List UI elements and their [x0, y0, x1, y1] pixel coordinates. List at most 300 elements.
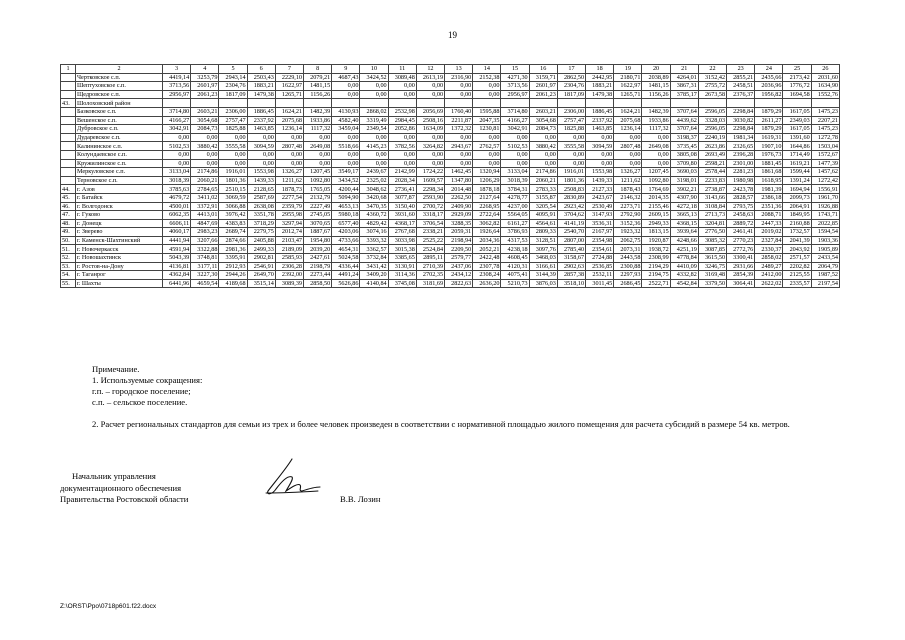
table-cell: 2983,23: [191, 228, 219, 237]
table-cell: 4679,72: [163, 193, 191, 202]
table-cell: 4542,84: [670, 279, 698, 288]
table-cell: 2649,70: [247, 271, 275, 280]
table-cell: 6606,11: [163, 219, 191, 228]
table-cell: 2316,90: [445, 73, 473, 82]
table-cell: 4140,84: [360, 279, 388, 288]
table-cell: 2609,15: [642, 211, 670, 220]
table-cell: 3420,68: [360, 193, 388, 202]
table-cell: 4491,24: [332, 271, 360, 280]
table-cell: [783, 99, 811, 108]
table-cell: 24: [755, 65, 783, 74]
table-cell: [61, 150, 76, 159]
table-cell: 1481,15: [304, 82, 332, 91]
table-cell: 1981,39: [755, 185, 783, 194]
table-cell: [304, 99, 332, 108]
table-cell: 54.: [61, 271, 76, 280]
table-cell: 2359,79: [275, 202, 303, 211]
notes-abbr-1: г.п. – городское поселение;: [92, 386, 191, 396]
table-cell: 2902,63: [557, 262, 585, 271]
table-cell: [219, 99, 247, 108]
table-cell: [61, 125, 76, 134]
table-cell: 1372,32: [445, 125, 473, 134]
table-cell: 1886,45: [247, 107, 275, 116]
table-cell: 3549,17: [332, 168, 360, 177]
table-cell: 1878,73: [275, 185, 303, 194]
table-cell: [61, 142, 76, 151]
table-cell: 11: [388, 65, 416, 74]
table-cell: 20: [642, 65, 670, 74]
table-cell: 2755,72: [698, 82, 726, 91]
table-cell: 1463,85: [247, 125, 275, 134]
table-cell: 3805,08: [670, 150, 698, 159]
table-cell: 2902,81: [247, 254, 275, 263]
table-cell: 3536,31: [586, 219, 614, 228]
table-cell: 3319,49: [360, 116, 388, 125]
table-cell: 2772,76: [727, 245, 755, 254]
table-cell: 1634,09: [416, 125, 444, 134]
table-cell: 2325,02: [360, 176, 388, 185]
table-row: [61, 176, 840, 185]
table-cell: 4441,94: [163, 236, 191, 245]
table-cell: 1092,80: [642, 176, 670, 185]
table-cell: 0,00: [304, 159, 332, 168]
table-cell: 2019,02: [755, 228, 783, 237]
notes-section: [60, 364, 840, 430]
table-cell: 2330,37: [755, 245, 783, 254]
table-cell: 2770,23: [727, 236, 755, 245]
table-cell: 3: [163, 65, 191, 74]
table-cell: [360, 99, 388, 108]
table-cell: Колундаевское с.п.: [76, 150, 163, 159]
table-cell: 3066,88: [219, 202, 247, 211]
table-cell: 2174,86: [191, 168, 219, 177]
table-cell: 2084,73: [529, 125, 557, 134]
table-cell: 3177,11: [191, 262, 219, 271]
table-cell: 1724,22: [416, 168, 444, 177]
table-cell: 3150,40: [388, 202, 416, 211]
table-cell: 3133,04: [501, 168, 529, 177]
table-cell: 1206,29: [473, 176, 501, 185]
table-cell: 3362,57: [360, 245, 388, 254]
table-row: [61, 279, 840, 288]
table-cell: 2434,12: [445, 271, 473, 280]
table-cell: 3246,75: [698, 262, 726, 271]
table-cell: 1439,33: [586, 176, 614, 185]
table-cell: 3393,32: [360, 236, 388, 245]
table-cell: 4653,13: [332, 202, 360, 211]
table-cell: 2767,68: [388, 228, 416, 237]
table-cell: 1938,72: [642, 245, 670, 254]
table-cell: 2073,31: [614, 245, 642, 254]
table-cell: 1624,21: [614, 107, 642, 116]
table-header-row: [61, 65, 840, 74]
table-cell: 5626,86: [332, 279, 360, 288]
table-cell: 0,00: [586, 159, 614, 168]
page-number: 19: [448, 30, 457, 40]
table-cell: 4778,84: [670, 254, 698, 263]
table-cell: 2036,96: [755, 82, 783, 91]
table-cell: 1765,05: [304, 185, 332, 194]
table-cell: 2014,35: [642, 193, 670, 202]
table-cell: 0,00: [219, 150, 247, 159]
table-cell: 3064,41: [727, 279, 755, 288]
table-cell: 2923,42: [557, 202, 585, 211]
table-cell: 0,00: [473, 82, 501, 91]
table-cell: 2060,21: [191, 176, 219, 185]
table-cell: 4145,23: [360, 142, 388, 151]
table-cell: 1954,80: [304, 236, 332, 245]
table-cell: 2601,97: [529, 82, 557, 91]
table-cell: 0,00: [501, 150, 529, 159]
table-cell: 4166,27: [163, 116, 191, 125]
table-cell: 16: [529, 65, 557, 74]
table-cell: 2807,00: [557, 236, 585, 245]
table-cell: 2308,99: [642, 254, 670, 263]
table-cell: 7: [275, 65, 303, 74]
table-cell: 2710,39: [416, 262, 444, 271]
table-cell: 1618,95: [755, 176, 783, 185]
table-cell: 1236,14: [275, 125, 303, 134]
table-cell: 1457,62: [811, 168, 839, 177]
table-cell: 0,00: [360, 150, 388, 159]
table-cell: 1905,89: [811, 245, 839, 254]
table-cell: 1883,21: [586, 82, 614, 91]
file-path-footer: Z:\ORST\Ppo\0718p601.f22.docx: [60, 603, 157, 610]
table-cell: 2423,67: [586, 193, 614, 202]
table-cell: 2304,76: [219, 82, 247, 91]
table-cell: 2423,78: [727, 185, 755, 194]
table-cell: 2499,33: [247, 245, 275, 254]
table-cell: 2693,49: [698, 150, 726, 159]
table-row: [61, 99, 840, 108]
table-cell: 1926,88: [811, 202, 839, 211]
table-cell: 23: [727, 65, 755, 74]
table-cell: 1265,71: [275, 90, 303, 99]
table-cell: г. Гуково: [76, 211, 163, 220]
table-cell: 4360,72: [360, 211, 388, 220]
table-cell: г. Батайск: [76, 193, 163, 202]
table-cell: 2338,21: [416, 228, 444, 237]
table-cell: 2084,73: [191, 125, 219, 134]
signature-line-1: Начальник управления: [72, 471, 156, 481]
table-cell: 0,00: [642, 133, 670, 142]
table-cell: 2611,27: [755, 116, 783, 125]
table-cell: 0,00: [388, 159, 416, 168]
table-cell: 3976,42: [219, 211, 247, 220]
table-cell: 2128,65: [247, 185, 275, 194]
table-cell: 2638,08: [247, 202, 275, 211]
table-cell: 3133,04: [163, 168, 191, 177]
table-cell: 1801,36: [557, 176, 585, 185]
table-cell: 0,00: [586, 133, 614, 142]
table-cell: 0,00: [219, 133, 247, 142]
table-cell: 1776,72: [783, 82, 811, 91]
table-cell: 1732,57: [783, 228, 811, 237]
table-cell: 1694,94: [783, 185, 811, 194]
table-cell: 0,00: [388, 82, 416, 91]
table-cell: 2855,21: [727, 73, 755, 82]
table-cell: 2308,24: [473, 271, 501, 280]
table-cell: Шептуховское с.п.: [76, 82, 163, 91]
table-row: [61, 159, 840, 168]
table-cell: г. Донецк: [76, 219, 163, 228]
table-cell: 3615,50: [698, 254, 726, 263]
table-cell: 4251,19: [670, 245, 698, 254]
table-cell: 1981,34: [727, 133, 755, 142]
table-cell: 4608,45: [501, 254, 529, 263]
table-cell: 2386,18: [755, 193, 783, 202]
table-cell: 49.: [61, 228, 76, 237]
table-cell: 3085,32: [698, 236, 726, 245]
table-cell: 3130,91: [388, 262, 416, 271]
table-cell: 2297,93: [614, 271, 642, 280]
table-cell: 3411,02: [191, 193, 219, 202]
table-cell: 2427,61: [304, 254, 332, 263]
table-cell: 0,00: [360, 159, 388, 168]
table-cell: 3207,66: [191, 236, 219, 245]
table-cell: 2702,35: [416, 271, 444, 280]
table-cell: 1801,36: [219, 176, 247, 185]
table-cell: 5: [219, 65, 247, 74]
table-cell: 4189,68: [219, 279, 247, 288]
table-cell: 1743,71: [811, 211, 839, 220]
table-cell: 1887,67: [304, 228, 332, 237]
table-cell: 2337,92: [247, 116, 275, 125]
table-cell: 3713,56: [501, 82, 529, 91]
table-cell: 4659,54: [191, 279, 219, 288]
notes-item-2: 2. Расчет региональных стандартов для семьи из трех и более человек произведен в соответствии с нормативной площадью жилого помещения для расчета субсидий в размере 54 кв. метров.: [92, 419, 790, 429]
table-cell: 2376,37: [727, 90, 755, 99]
table-cell: 2776,50: [698, 228, 726, 237]
table-cell: 1926,64: [473, 228, 501, 237]
table-cell: 3048,62: [360, 185, 388, 194]
table-row: [61, 90, 840, 99]
table-cell: 2409,90: [445, 202, 473, 211]
table-cell: 26: [811, 65, 839, 74]
table-cell: 1156,26: [642, 90, 670, 99]
table-cell: 0,00: [275, 150, 303, 159]
table-cell: 21: [670, 65, 698, 74]
table-cell: [755, 99, 783, 108]
table-cell: 2461,41: [727, 228, 755, 237]
table-cell: [61, 73, 76, 82]
table-cell: 1920,87: [642, 236, 670, 245]
table-cell: 3094,59: [586, 142, 614, 151]
table-cell: 2943,14: [219, 73, 247, 82]
table-cell: 2160,88: [783, 219, 811, 228]
table-cell: 2127,64: [473, 193, 501, 202]
table-cell: 0,00: [557, 150, 585, 159]
table-cell: 1634,90: [811, 82, 839, 91]
table-cell: 4500,01: [163, 202, 191, 211]
table-cell: 2277,54: [275, 193, 303, 202]
table-cell: 0,00: [388, 150, 416, 159]
table-cell: 5102,53: [501, 142, 529, 151]
table-cell: 0,00: [332, 133, 360, 142]
table-cell: 0,00: [219, 159, 247, 168]
table-cell: Шолоховский район: [76, 99, 163, 108]
table-cell: 6062,35: [163, 211, 191, 220]
table-cell: 4362,84: [163, 271, 191, 280]
table-cell: 2673,58: [698, 90, 726, 99]
table-cell: 2306,00: [219, 107, 247, 116]
table-cell: 2868,02: [360, 107, 388, 116]
table-cell: 4419,14: [163, 73, 191, 82]
table-cell: 0,00: [275, 133, 303, 142]
table-row: [61, 107, 840, 116]
table-cell: 2830,89: [557, 193, 585, 202]
table-cell: 1326,27: [275, 168, 303, 177]
table-cell: 0,00: [416, 159, 444, 168]
table-cell: 22: [698, 65, 726, 74]
table-cell: 1482,39: [642, 107, 670, 116]
table-cell: 3094,59: [247, 142, 275, 151]
table-cell: 2174,86: [529, 168, 557, 177]
table-cell: 1391,60: [783, 133, 811, 142]
table-cell: 4272,18: [670, 202, 698, 211]
table-cell: 2622,02: [755, 279, 783, 288]
table-cell: [586, 99, 614, 108]
table-cell: 2596,05: [698, 125, 726, 134]
table-cell: 8: [304, 65, 332, 74]
table-cell: 4120,31: [501, 262, 529, 271]
table-cell: 1552,76: [811, 90, 839, 99]
table-cell: 0,00: [473, 133, 501, 142]
table-cell: 2028,34: [388, 176, 416, 185]
table-cell: 1117,32: [304, 125, 332, 134]
table-cell: 0,00: [360, 90, 388, 99]
table-cell: [61, 176, 76, 185]
table-cell: 5210,73: [501, 279, 529, 288]
table-cell: 1916,01: [557, 168, 585, 177]
table-cell: 1619,31: [755, 133, 783, 142]
table-cell: 2757,47: [557, 116, 585, 125]
table-cell: 3288,35: [445, 219, 473, 228]
table-cell: 3054,68: [191, 116, 219, 125]
table-cell: 4439,62: [670, 116, 698, 125]
table-cell: 2337,92: [586, 116, 614, 125]
table-cell: 17: [557, 65, 585, 74]
table-cell: 3158,67: [557, 254, 585, 263]
table-cell: 2335,57: [783, 279, 811, 288]
table-cell: 2603,21: [191, 107, 219, 116]
table-cell: 2202,82: [783, 262, 811, 271]
notes-item-1: 1. Используемые сокращения:: [92, 375, 203, 385]
table-cell: 4383,83: [219, 219, 247, 228]
table-cell: 1265,71: [614, 90, 642, 99]
table-cell: 2194,29: [642, 262, 670, 271]
table-cell: 3033,98: [388, 236, 416, 245]
table-cell: 2458,51: [727, 82, 755, 91]
table-cell: 1439,33: [247, 176, 275, 185]
table-cell: 2785,40: [557, 245, 585, 254]
table-cell: 4413,01: [191, 211, 219, 220]
table-cell: 3181,69: [416, 279, 444, 288]
table-cell: 0,00: [247, 133, 275, 142]
table-cell: 2189,09: [275, 245, 303, 254]
table-cell: 2955,98: [275, 211, 303, 220]
table-cell: 2524,84: [416, 245, 444, 254]
table-cell: 6441,96: [163, 279, 191, 288]
table-cell: 0,00: [416, 133, 444, 142]
table-cell: 1923,32: [614, 228, 642, 237]
table-cell: [670, 99, 698, 108]
table-cell: г. Каменск-Шахтинский: [76, 236, 163, 245]
table-cell: 2912,93: [219, 262, 247, 271]
table-cell: 0,00: [445, 150, 473, 159]
table-cell: г. Ростов-на-Дону: [76, 262, 163, 271]
table-cell: 1825,88: [557, 125, 585, 134]
table-cell: 3880,42: [529, 142, 557, 151]
table-cell: 2807,48: [614, 142, 642, 151]
table-cell: 46.: [61, 202, 76, 211]
table-cell: 2745,05: [304, 211, 332, 220]
table-cell: 4264,01: [670, 73, 698, 82]
table-cell: 4733,66: [332, 236, 360, 245]
table-cell: 3152,42: [698, 73, 726, 82]
table-cell: [445, 99, 473, 108]
table-cell: 0,00: [529, 159, 557, 168]
table-row: [61, 193, 840, 202]
table-cell: [416, 99, 444, 108]
table-cell: [557, 99, 585, 108]
table-cell: 0,00: [388, 133, 416, 142]
table-cell: 3198,37: [670, 133, 698, 142]
table-cell: [247, 99, 275, 108]
table-cell: 4237,00: [501, 202, 529, 211]
table-cell: [61, 116, 76, 125]
table-cell: 3468,03: [529, 254, 557, 263]
table-cell: 3297,94: [275, 219, 303, 228]
table-cell: 3147,93: [586, 211, 614, 220]
table-cell: 0,00: [529, 133, 557, 142]
table-cell: 47.: [61, 211, 76, 220]
table-cell: 55.: [61, 279, 76, 288]
table-cell: 2422,48: [473, 254, 501, 263]
table-cell: 1881,45: [755, 159, 783, 168]
table-cell: 2062,75: [614, 236, 642, 245]
table-cell: [61, 90, 76, 99]
table-cell: 19: [614, 65, 642, 74]
table-row: [61, 236, 840, 245]
table-cell: [61, 82, 76, 91]
table-cell: 2127,33: [586, 185, 614, 194]
table-cell: 2412,00: [755, 271, 783, 280]
table-cell: 3015,38: [388, 245, 416, 254]
table-cell: 4238,18: [501, 245, 529, 254]
table-row: [61, 245, 840, 254]
table-cell: 3300,41: [727, 254, 755, 263]
table-cell: 13: [445, 65, 473, 74]
table-cell: 2862,50: [557, 73, 585, 82]
table-cell: [191, 99, 219, 108]
table-cell: г. Новочеркасск: [76, 245, 163, 254]
table-cell: 2874,66: [219, 236, 247, 245]
table-cell: 3784,31: [501, 185, 529, 194]
table-cell: 2061,23: [529, 90, 557, 99]
table-cell: 2822,63: [445, 279, 473, 288]
table-cell: 2194,75: [642, 271, 670, 280]
table-cell: 2536,85: [586, 262, 614, 271]
table-cell: 2807,48: [275, 142, 303, 151]
table-cell: 2298,34: [416, 185, 444, 194]
table-cell: 1503,04: [811, 142, 839, 151]
table-cell: 2601,97: [191, 82, 219, 91]
table-cell: 0,00: [614, 133, 642, 142]
table-cell: 0,00: [416, 90, 444, 99]
table-cell: [614, 99, 642, 108]
table-cell: 3166,61: [529, 262, 557, 271]
